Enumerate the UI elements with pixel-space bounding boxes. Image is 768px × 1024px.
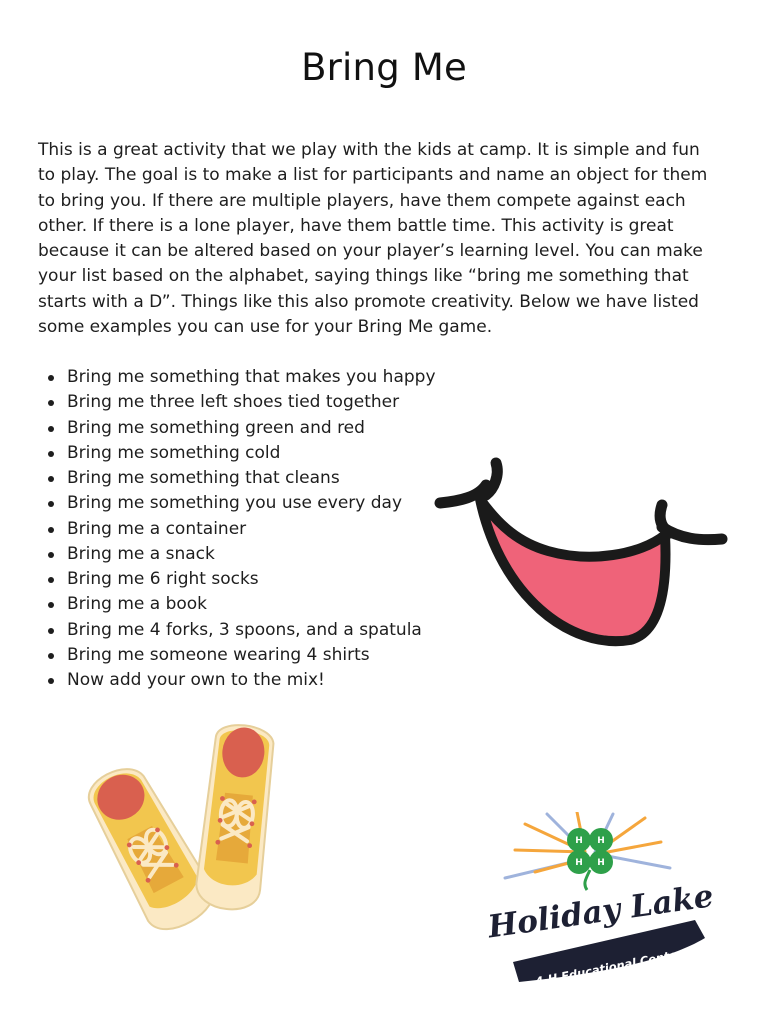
smile-illustration	[430, 455, 730, 655]
sneakers-illustration	[80, 722, 290, 952]
list-item: Bring me someone wearing 4 shirts	[38, 643, 478, 668]
list-item: Bring me 4 forks, 3 spoons, and a spatula	[38, 618, 478, 643]
list-item: Bring me a book	[38, 592, 478, 617]
clover-letter: H	[575, 836, 583, 846]
list-item: Now add your own to the mix!	[38, 668, 478, 693]
holiday-lake-logo	[485, 812, 725, 992]
clover-letter: H	[575, 858, 583, 868]
list-item: Bring me something green and red	[38, 416, 478, 441]
list-item: Bring me something that cleans	[38, 466, 478, 491]
list-item: Bring me something you use every day	[38, 491, 478, 516]
logo-wordmark: Holiday Lake	[485, 878, 716, 946]
logo-subtitle: 4-H Educational Center	[534, 946, 684, 989]
list-item: Bring me a container	[38, 517, 478, 542]
right-sneaker-icon	[194, 722, 277, 912]
list-item: Bring me something that makes you happy	[38, 365, 478, 390]
bring-me-list	[38, 365, 478, 693]
clover-letter: H	[597, 858, 605, 868]
clover-letter: H	[597, 836, 605, 846]
list-item: Bring me 6 right socks	[38, 567, 478, 592]
intro-paragraph: This is a great activity that we play with the kids at camp. It is simple and fun to play. The goal is to make a list for participants and name an object for them to bring you. If there are multiple players, have them compete against each other. If there is a lone player, have them battle time. This activity is great because it can be altered based on your player’s learning level. You can make your list based on the alphabet, saying things like “bring me something that starts with a D”. Things like this also promote creativity. Below we have listed some examples you can use for your Bring Me game.	[38, 140, 708, 338]
list-item: Bring me three left shoes tied together	[38, 390, 478, 415]
four-leaf-clover-icon	[567, 828, 613, 890]
page-title: Bring Me	[301, 46, 467, 89]
list-item: Bring me a snack	[38, 542, 478, 567]
list-item: Bring me something cold	[38, 441, 478, 466]
